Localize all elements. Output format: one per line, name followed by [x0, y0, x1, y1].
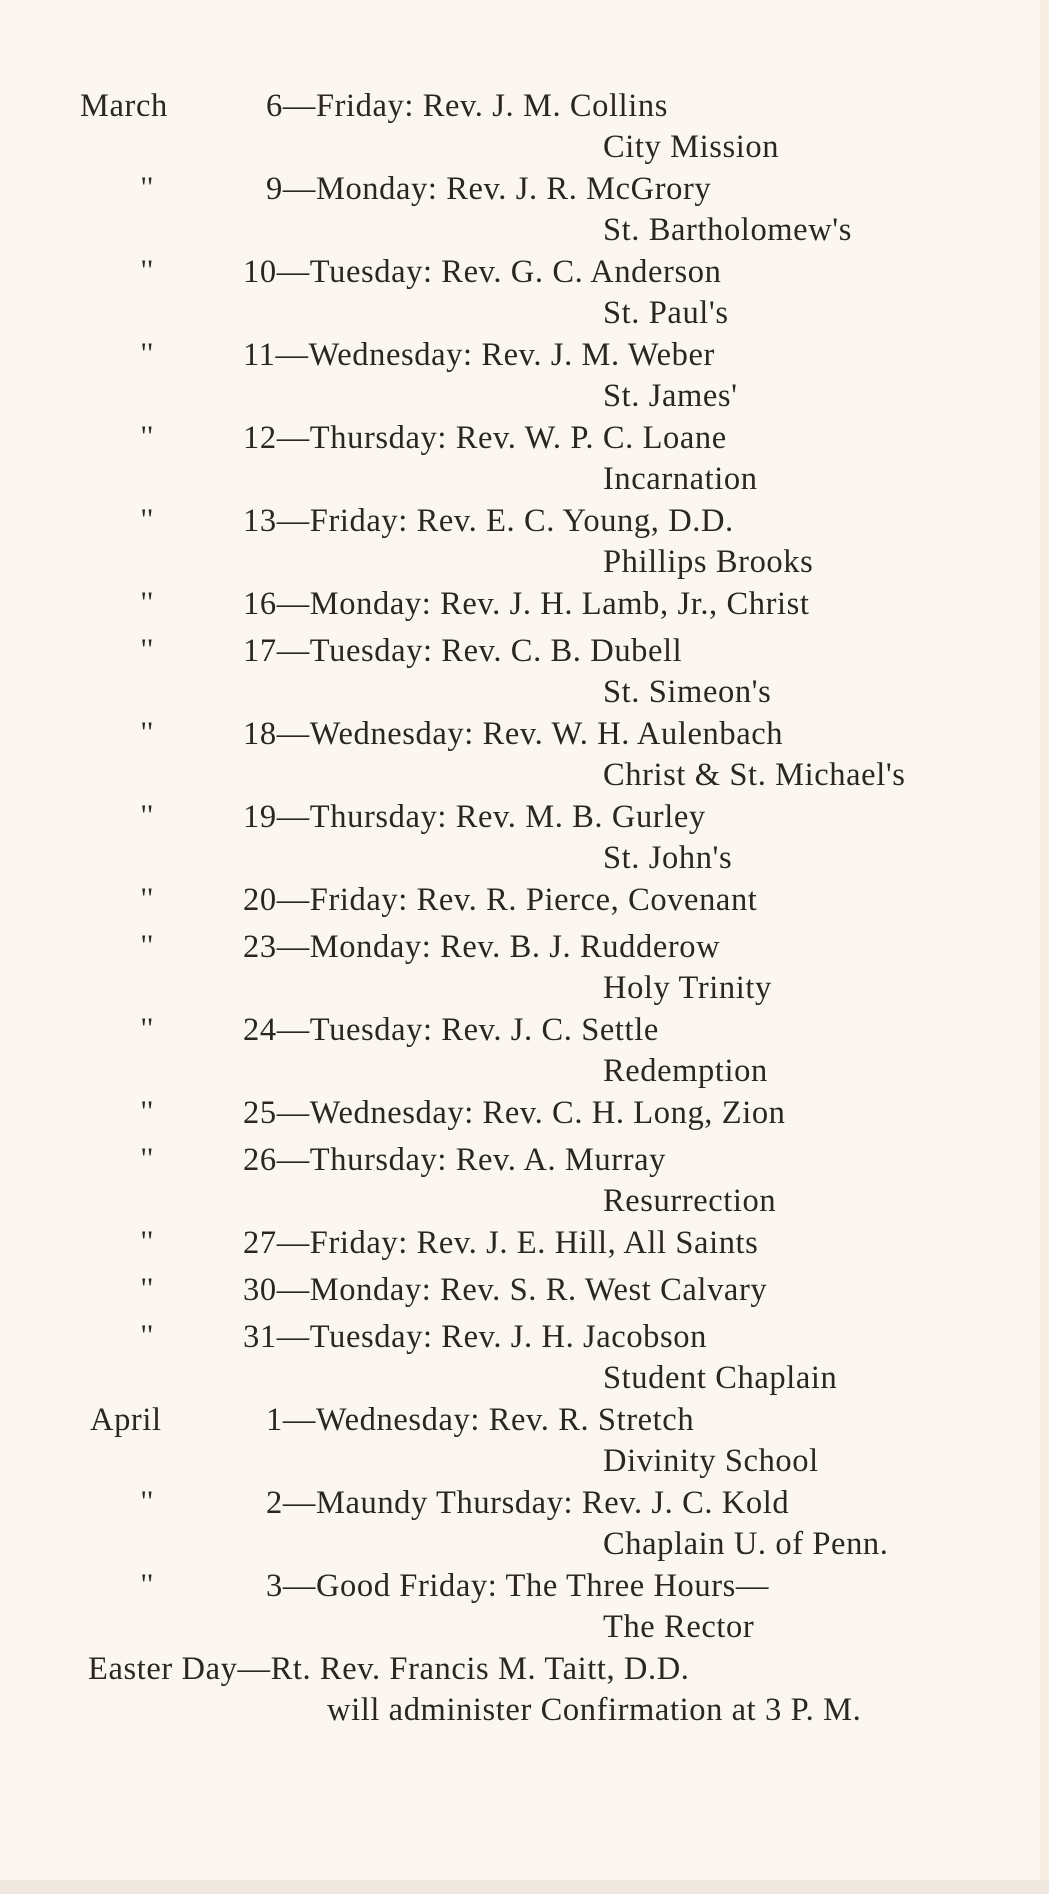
church-name: Redemption — [603, 1053, 768, 1089]
ditto-mark: '' — [141, 420, 154, 453]
entry-text: 1—Wednesday: Rev. R. Stretch — [266, 1402, 695, 1438]
month-label-april: April — [90, 1402, 162, 1438]
entry-text: 12—Thursday: Rev. W. P. C. Loane — [243, 420, 727, 456]
church-name: Holy Trinity — [603, 970, 772, 1006]
ditto-mark: '' — [141, 1272, 154, 1305]
entry-april-1 — [0, 1402, 1040, 1443]
entry-text: 27—Friday: Rev. J. E. Hill, All Saints — [243, 1225, 759, 1261]
entry-march-26 — [0, 1142, 1040, 1183]
entry-march-10 — [0, 254, 1040, 295]
entry-text: 19—Thursday: Rev. M. B. Gurley — [243, 799, 706, 835]
entry-march-25 — [0, 1095, 1040, 1137]
ditto-mark: '' — [141, 171, 154, 204]
entry-march-16 — [0, 586, 1040, 628]
ditto-mark: '' — [141, 254, 154, 287]
ditto-mark: '' — [141, 633, 154, 666]
ditto-mark: '' — [141, 1225, 154, 1258]
entry-march-12 — [0, 420, 1040, 461]
entry-march-23 — [0, 929, 1040, 970]
entry-text: 25—Wednesday: Rev. C. H. Long, Zion — [243, 1095, 786, 1131]
card-edge-right — [1040, 0, 1049, 1894]
entry-april-2 — [0, 1485, 1040, 1526]
ditto-mark: '' — [141, 1142, 154, 1175]
entry-text: 24—Tuesday: Rev. J. C. Settle — [243, 1012, 659, 1048]
church-name: St. Bartholomew's — [603, 212, 852, 248]
entry-text: 10—Tuesday: Rev. G. C. Anderson — [243, 254, 722, 290]
church-name: The Rector — [603, 1609, 755, 1645]
entry-march-30 — [0, 1272, 1040, 1314]
church-name: Divinity School — [603, 1443, 819, 1479]
church-name: St. Simeon's — [603, 674, 772, 710]
entry-text: 6—Friday: Rev. J. M. Collins — [266, 88, 669, 124]
ditto-mark: '' — [141, 1485, 154, 1518]
ditto-mark: '' — [141, 716, 154, 749]
ditto-mark: '' — [141, 929, 154, 962]
entry-text: 30—Monday: Rev. S. R. West Calvary — [243, 1272, 768, 1308]
entry-text: 17—Tuesday: Rev. C. B. Dubell — [243, 633, 683, 669]
entry-march-9 — [0, 171, 1040, 212]
entry-text: 3—Good Friday: The Three Hours— — [266, 1568, 770, 1604]
lenten-schedule — [0, 88, 1040, 1734]
ditto-mark: '' — [141, 882, 154, 915]
church-name: Incarnation — [603, 461, 758, 497]
entry-march-31 — [0, 1319, 1040, 1360]
entry-march-19 — [0, 799, 1040, 840]
entry-march-11 — [0, 337, 1040, 378]
church-name: Phillips Brooks — [603, 544, 814, 580]
church-name: Christ & St. Michael's — [603, 757, 906, 793]
easter-day-notice — [0, 1651, 1040, 1692]
entry-text: 11—Wednesday: Rev. J. M. Weber — [243, 337, 715, 373]
church-name: City Mission — [603, 129, 780, 165]
church-name: St. Paul's — [603, 295, 729, 331]
church-name: Chaplain U. of Penn. — [603, 1526, 889, 1562]
entry-text: 31—Tuesday: Rev. J. H. Jacobson — [243, 1319, 707, 1355]
entry-march-24 — [0, 1012, 1040, 1053]
easter-line-2: will administer Confirmation at 3 P. M. — [327, 1692, 862, 1728]
ditto-mark: '' — [141, 586, 154, 619]
ditto-mark: '' — [141, 1095, 154, 1128]
entry-text: 16—Monday: Rev. J. H. Lamb, Jr., Christ — [243, 586, 810, 622]
entry-text: 9—Monday: Rev. J. R. McGrory — [266, 171, 712, 207]
church-name: Student Chaplain — [603, 1360, 838, 1396]
ditto-mark: '' — [141, 1012, 154, 1045]
card-edge-bottom — [0, 1880, 1049, 1894]
entry-text: 23—Monday: Rev. B. J. Rudderow — [243, 929, 721, 965]
entry-march-18 — [0, 716, 1040, 757]
church-name: St. John's — [603, 840, 733, 876]
entry-march-6 — [0, 88, 1040, 129]
ditto-mark: '' — [141, 337, 154, 370]
entry-text: 13—Friday: Rev. E. C. Young, D.D. — [243, 503, 734, 539]
ditto-mark: '' — [141, 1568, 154, 1601]
entry-text: 20—Friday: Rev. R. Pierce, Covenant — [243, 882, 758, 918]
month-label-march: March — [80, 88, 168, 124]
entry-text: 18—Wednesday: Rev. W. H. Aulenbach — [243, 716, 784, 752]
easter-line-1: Easter Day—Rt. Rev. Francis M. Taitt, D.D. — [88, 1651, 690, 1687]
entry-march-13 — [0, 503, 1040, 544]
entry-text: 2—Maundy Thursday: Rev. J. C. Kold — [266, 1485, 790, 1521]
ditto-mark: '' — [141, 503, 154, 536]
church-name: St. James' — [603, 378, 738, 414]
ditto-mark: '' — [141, 799, 154, 832]
ditto-mark: '' — [141, 1319, 154, 1352]
church-name: Resurrection — [603, 1183, 777, 1219]
entry-march-27 — [0, 1225, 1040, 1267]
entry-march-20 — [0, 882, 1040, 924]
entry-march-17 — [0, 633, 1040, 674]
entry-text: 26—Thursday: Rev. A. Murray — [243, 1142, 666, 1178]
entry-april-3 — [0, 1568, 1040, 1609]
